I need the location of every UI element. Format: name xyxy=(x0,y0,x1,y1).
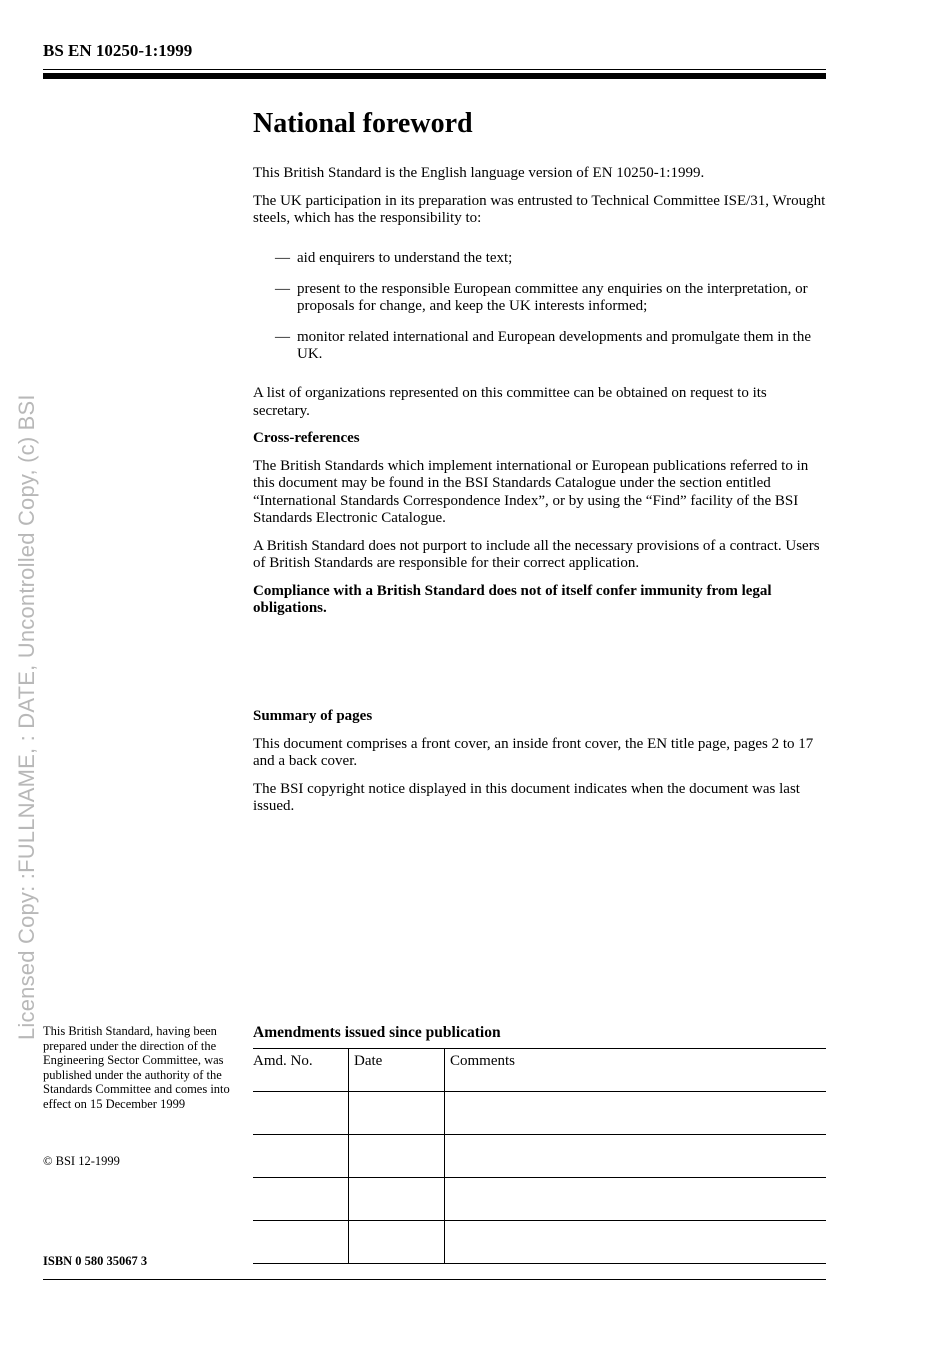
list-dash: — xyxy=(275,250,290,266)
cross-references-paragraph-2: A British Standard does not purport to include all the necessary provisions of a contract. Users of British Standards are responsible for their correct application. xyxy=(253,537,820,571)
responsibilities-list xyxy=(275,250,826,364)
page-title: National foreword xyxy=(253,108,473,139)
list-dash: — xyxy=(275,280,290,297)
document-code: BS EN 10250-1:1999 xyxy=(43,41,193,60)
cross-references-block xyxy=(253,385,826,618)
watermark-text: Licensed Copy: :FULLNAME, : DATE, Uncontrolled Copy, (c) BSI xyxy=(14,394,39,1040)
list-dash: — xyxy=(275,328,290,345)
summary-block xyxy=(253,708,826,816)
list-item xyxy=(275,281,826,316)
intro-block xyxy=(253,165,826,228)
column-header-amd-no: Amd. No. xyxy=(253,1053,313,1069)
table-rule xyxy=(253,1134,826,1135)
intro-paragraph-1: This British Standard is the English language version of EN 10250-1:1999. xyxy=(253,165,705,181)
list-item-text: aid enquirers to understand the text; xyxy=(297,250,513,266)
footer-rule xyxy=(43,1279,826,1280)
cross-references-paragraph-1: The British Standards which implement international or European publications referred to in this document may be found in the BSI Standards Catalogue under the section entitled “International Standards Correspondence Index”, or by using the “Find” facility of the BSI Standards Electronic Catalogue. xyxy=(253,457,809,526)
compliance-statement: Compliance with a British Standard does not of itself confer immunity from legal obligations. xyxy=(253,582,772,616)
copyright-notice: © BSI 12-1999 xyxy=(43,1154,120,1168)
header-rule-thin xyxy=(43,69,826,70)
header-rule-thick xyxy=(43,73,826,79)
committee-list-paragraph: A list of organizations represented on this committee can be obtained on request to its secretary. xyxy=(253,385,767,419)
summary-paragraph-2: The BSI copyright notice displayed in this document indicates when the document was last issued. xyxy=(253,780,800,814)
list-item xyxy=(275,250,826,268)
table-rule xyxy=(253,1220,826,1221)
cross-references-heading: Cross-references xyxy=(253,430,360,446)
list-item-text: present to the responsible European committee any enquiries on the interpretation, or proposals for change, and keep the UK interests informed; xyxy=(297,280,808,314)
table-column-divider xyxy=(348,1048,349,1264)
column-header-date: Date xyxy=(354,1053,383,1069)
table-rule xyxy=(253,1048,826,1049)
list-item xyxy=(275,329,826,364)
table-rule xyxy=(253,1177,826,1178)
summary-paragraph-1: This document comprises a front cover, an inside front cover, the EN title page, pages 2 to 17 and a back cover. xyxy=(253,735,814,769)
list-item-text: monitor related international and European developments and promulgate them in the UK. xyxy=(297,328,812,362)
amendments-title: Amendments issued since publication xyxy=(253,1024,501,1041)
summary-heading: Summary of pages xyxy=(253,708,373,724)
column-header-comments: Comments xyxy=(450,1053,516,1069)
table-column-divider xyxy=(444,1048,445,1264)
intro-paragraph-2: The UK participation in its preparation was entrusted to Technical Committee ISE/31, Wrought steels, which has the responsibility to: xyxy=(253,192,826,226)
table-rule xyxy=(253,1091,826,1092)
publication-note: This British Standard, having been prepared under the direction of the Engineering Sector Committee, was published under the authority of the Standards Committee and comes into effect on 15 December 1999 xyxy=(43,1024,230,1111)
table-rule xyxy=(253,1263,826,1264)
amendments-table xyxy=(253,1048,826,1264)
isbn: ISBN 0 580 35067 3 xyxy=(43,1254,148,1268)
